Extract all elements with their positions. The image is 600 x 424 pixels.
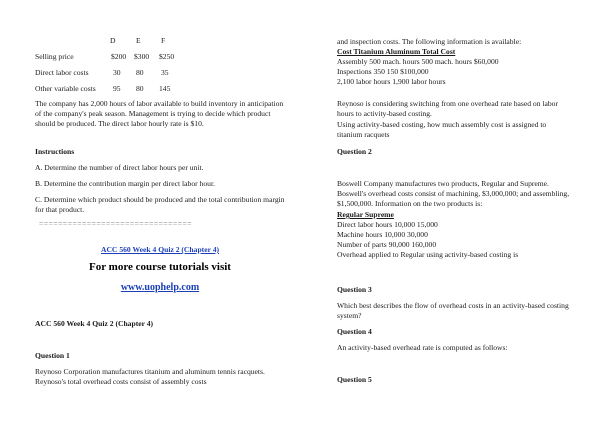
question-2-paragraph: Boswell Company manufactures two products, Regular and Supreme. Boswell's overhead costs consist of machining, $3,000,000; and assembling, $1,500,000. Information on the two products is:	[337, 179, 570, 209]
question-1-text: Reynoso Corporation manufactures titanium and aluminum tennis racquets. Reynoso's total overhead costs consist of assembly costs	[35, 367, 265, 387]
cost-table-header: Cost Titanium Aluminum Total Cost	[337, 47, 456, 56]
rs-row-machine-hours: Machine hours 10,000 30,000	[337, 230, 428, 239]
instruction-a: A. Determine the number of direct labor hours per unit.	[35, 163, 204, 172]
cell: 35	[161, 68, 169, 77]
intro-paragraph: The company has 2,000 hours of labor available to build inventory in anticipation of the company's peak season. Management is trying to decide which product should be produced. The direct labor hourly rate is $10.	[35, 99, 284, 129]
cell: $300	[134, 52, 150, 61]
cost-row-labor-hours: 2,100 labor hours 1,900 labor hours	[337, 77, 446, 86]
rs-row-parts: Number of parts 90,000 160,000	[337, 240, 437, 249]
question-4-text: An activity-based overhead rate is computed as follows:	[337, 343, 508, 352]
question-3-text: Which best describes the flow of overhead costs in an activity-based costing system?	[337, 301, 569, 321]
question-1-paragraph: Reynoso is considering switching from one overhead rate based on labor hours to activity-based costing.	[337, 99, 559, 119]
cell: 30	[113, 68, 121, 77]
cell: 145	[159, 84, 171, 93]
cell: 95	[113, 84, 121, 93]
cell: $200	[111, 52, 127, 61]
promo-line: For more course tutorials visit	[89, 261, 231, 273]
row-label-selling-price: Selling price	[35, 52, 74, 61]
question-1-heading: Question 1	[35, 351, 70, 360]
question-1-prompt: Using activity-based costing, how much assembly cost is assigned to titanium racquets	[337, 120, 547, 140]
cost-row-inspections: Inspections 350 150 $100,000	[337, 67, 429, 76]
rs-row-direct-labor: Direct labor hours 10,000 15,000	[337, 220, 438, 229]
instruction-b: B. Determine the contribution margin per direct labor hour.	[35, 179, 215, 188]
cell: 80	[136, 68, 144, 77]
col-header-d: D	[110, 36, 116, 45]
question-2-prompt: Overhead applied to Regular using activity-based costing is	[337, 250, 519, 259]
site-link[interactable]: www.uophelp.com	[120, 282, 200, 293]
col-header-e: E	[136, 36, 141, 45]
row-label-direct-labor: Direct labor costs	[35, 68, 89, 77]
quiz-title: ACC 560 Week 4 Quiz 2 (Chapter 4)	[35, 319, 154, 328]
instructions-heading: Instructions	[35, 147, 75, 156]
col-header-f: F	[161, 36, 166, 45]
row-label-other-variable: Other variable costs	[35, 84, 96, 93]
separator-line: ================================	[39, 219, 193, 228]
cell: 80	[136, 84, 144, 93]
cell: $250	[159, 52, 175, 61]
regular-supreme-header: Regular Supreme	[337, 210, 394, 219]
continuation-line: and inspection costs. The following information is available:	[337, 37, 522, 46]
question-4-heading: Question 4	[337, 327, 372, 336]
question-2-heading: Question 2	[337, 147, 372, 156]
question-3-heading: Question 3	[337, 285, 372, 294]
cost-row-assembly: Assembly 500 mach. hours 500 mach. hours $60,000	[337, 57, 499, 66]
instruction-c: C. Determine which product should be produced and the total contribution margin for that product.	[35, 195, 285, 215]
question-5-heading: Question 5	[337, 375, 372, 384]
quiz-link[interactable]: ACC 560 Week 4 Quiz 2 (Chapter 4)	[100, 245, 220, 254]
